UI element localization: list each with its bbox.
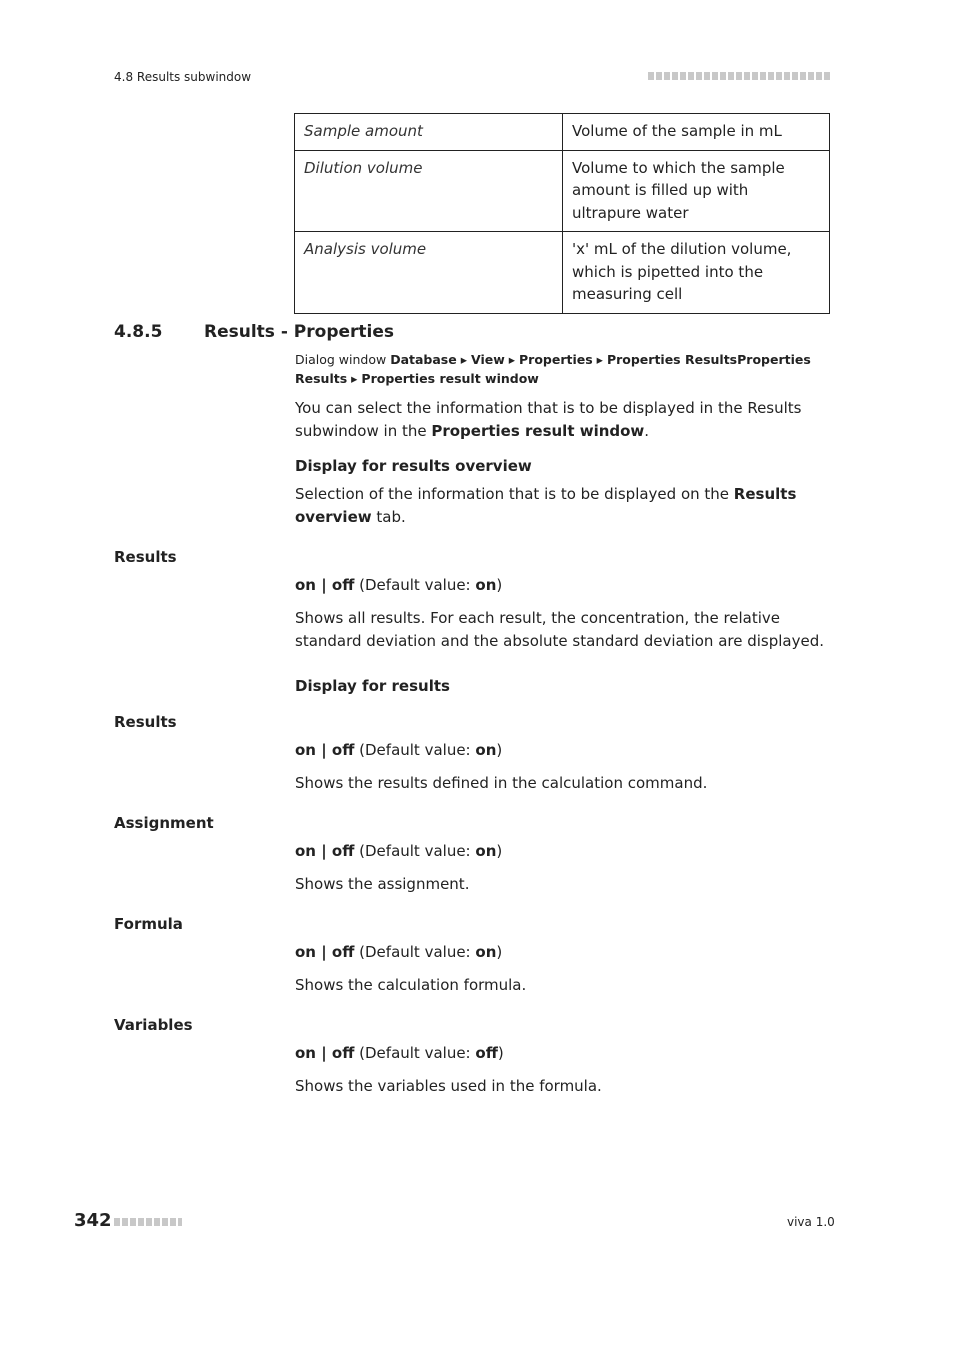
default-close: ) bbox=[496, 741, 503, 759]
path-separator-icon: ▸ bbox=[508, 352, 516, 367]
subsection-heading: Display for results overview bbox=[295, 457, 532, 475]
default-close: ) bbox=[496, 576, 503, 594]
default-value: on bbox=[475, 576, 497, 594]
intro-text: You can select the information that is to be displayed in the Results subwindow in the bbox=[295, 399, 802, 440]
parameter-values bbox=[295, 943, 502, 961]
table-cell-description: Volume of the sample in mL bbox=[563, 114, 830, 151]
overview-paragraph bbox=[295, 483, 830, 528]
parameter-description: Shows all results. For each result, the concentration, the relative standard deviation and the absolute standard deviation are displayed. bbox=[295, 609, 825, 650]
onoff-values: on | off bbox=[295, 741, 355, 759]
parameter-description: Shows the calculation formula. bbox=[295, 976, 527, 994]
default-close: ) bbox=[496, 943, 503, 961]
table-cell-description: Volume to which the sample amount is filled up with ultrapure water bbox=[563, 150, 830, 232]
overview-text-end: tab. bbox=[371, 507, 406, 526]
onoff-values: on | off bbox=[295, 842, 355, 860]
default-value: on bbox=[475, 842, 497, 860]
table-cell-name: Dilution volume bbox=[295, 150, 563, 232]
parameter-description: Shows the results defined in the calculation command. bbox=[295, 774, 708, 792]
onoff-values: on | off bbox=[295, 1044, 355, 1062]
table-row bbox=[295, 150, 830, 232]
section-heading bbox=[114, 322, 394, 342]
parameter-name: Assignment bbox=[114, 814, 214, 832]
parameter-description: Shows the variables used in the formula. bbox=[295, 1077, 602, 1095]
intro-text-end: . bbox=[644, 421, 650, 440]
parameter-values bbox=[295, 842, 502, 860]
parameter-values bbox=[295, 1044, 504, 1062]
default-close: ) bbox=[497, 1044, 504, 1062]
dialog-path-item: Database bbox=[390, 352, 457, 367]
overview-bold: Results overview bbox=[295, 485, 797, 526]
footer-decoration bbox=[114, 1218, 182, 1226]
intro-paragraph bbox=[295, 397, 830, 442]
default-value: on bbox=[475, 943, 497, 961]
default-label: (Default value: bbox=[359, 576, 476, 594]
product-name: viva 1.0 bbox=[787, 1215, 835, 1229]
dialog-path-prefix: Dialog window bbox=[295, 352, 387, 367]
path-separator-icon: ▸ bbox=[351, 371, 358, 386]
intro-bold: Properties result window bbox=[431, 421, 645, 440]
parameter-name: Results bbox=[114, 713, 177, 731]
parameter-table bbox=[294, 113, 830, 314]
path-separator-icon: ▸ bbox=[596, 352, 603, 367]
running-header: 4.8 Results subwindow bbox=[114, 70, 252, 84]
header-decoration bbox=[648, 72, 830, 80]
parameter-description: Shows the assignment. bbox=[295, 875, 470, 893]
subsection-heading: Display for results bbox=[295, 677, 450, 695]
parameter-name: Results bbox=[114, 548, 177, 566]
dialog-path-item: View bbox=[470, 352, 505, 367]
onoff-values: on | off bbox=[295, 576, 355, 594]
default-value: off bbox=[475, 1044, 498, 1062]
page-number: 342 bbox=[74, 1210, 112, 1231]
path-separator-icon: ▸ bbox=[460, 352, 467, 367]
overview-text: Selection of the information that is to be displayed on the bbox=[295, 485, 734, 503]
default-label: (Default value: bbox=[359, 1044, 476, 1062]
default-close: ) bbox=[496, 842, 503, 860]
dialog-path-item: Properties ResultsProperties Results bbox=[295, 352, 811, 386]
default-value: on bbox=[475, 741, 497, 759]
default-label: (Default value: bbox=[359, 943, 476, 961]
table-row bbox=[295, 114, 830, 151]
dialog-path bbox=[295, 350, 830, 388]
parameter-values bbox=[295, 741, 502, 759]
table-cell-description: 'x' mL of the dilution volume, which is pipetted into the measuring cell bbox=[563, 232, 830, 314]
section-number: 4.8.5 bbox=[114, 322, 163, 342]
onoff-values: on | off bbox=[295, 943, 355, 961]
parameter-name: Formula bbox=[114, 915, 183, 933]
dialog-path-item: Properties result window bbox=[361, 371, 539, 386]
parameter-values bbox=[295, 576, 502, 594]
section-title: Results - Properties bbox=[204, 322, 395, 342]
table-cell-name: Analysis volume bbox=[295, 232, 563, 314]
default-label: (Default value: bbox=[359, 741, 476, 759]
parameter-name: Variables bbox=[114, 1016, 193, 1034]
table-row bbox=[295, 232, 830, 314]
dialog-path-item: Properties bbox=[519, 352, 593, 367]
table-cell-name: Sample amount bbox=[295, 114, 563, 151]
default-label: (Default value: bbox=[359, 842, 476, 860]
